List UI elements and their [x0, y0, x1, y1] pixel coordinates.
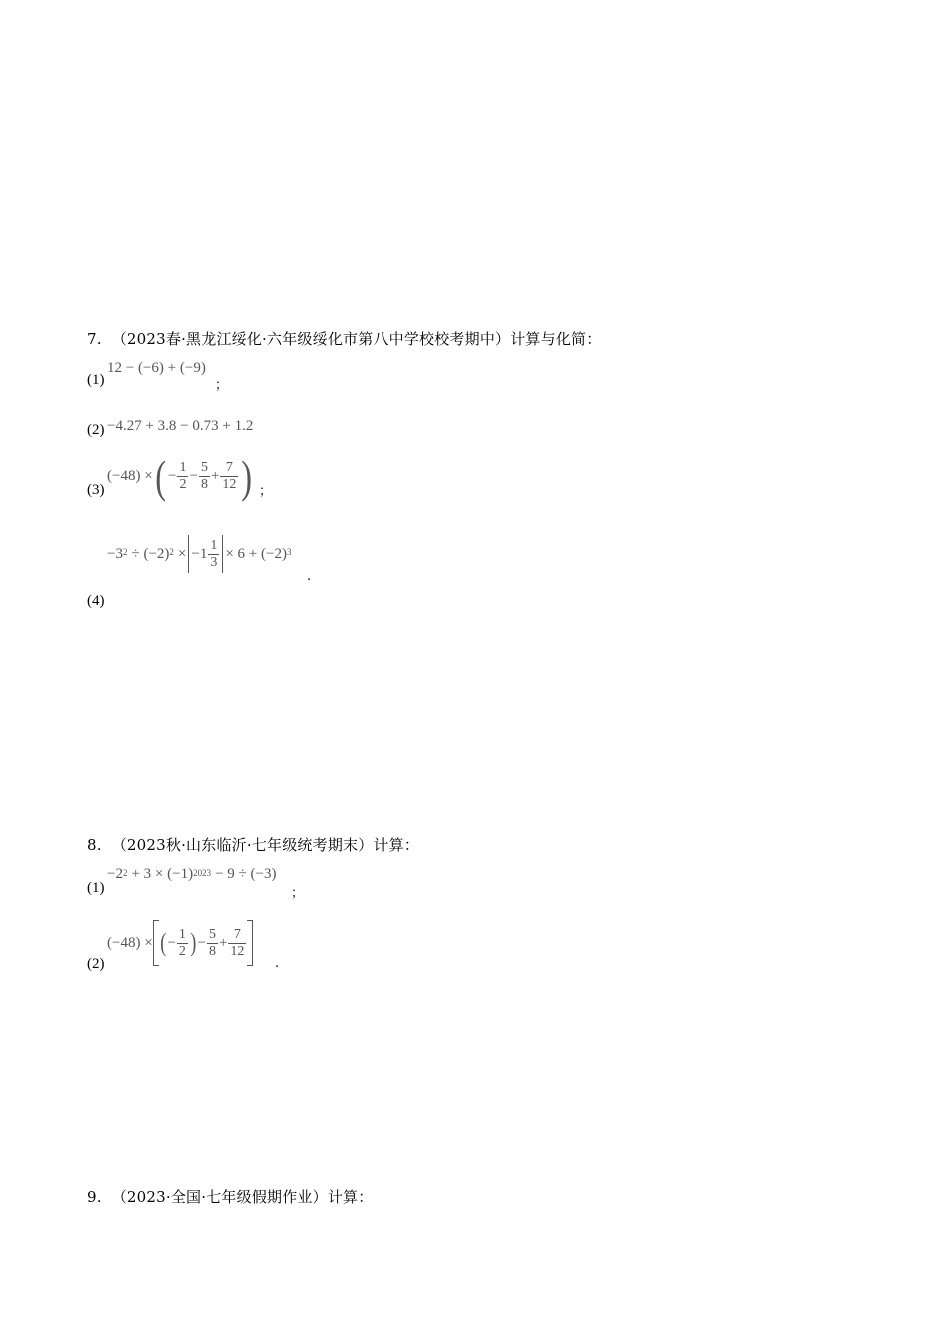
fraction: $\frac{5}{8}$	[200, 460, 208, 492]
q8-item-2	[87, 920, 387, 975]
fraction: $\frac{7}{12}$	[222, 460, 237, 492]
question-7-header	[87, 328, 601, 349]
item-label: (3)	[87, 482, 105, 498]
punctuation: ；	[259, 484, 273, 499]
question-source: （2023春·黑龙江绥化·六年级绥化市第八中学校校考期中）计算与化简：	[111, 330, 602, 348]
math-expression: −3 $^2$ ÷ (−2) $^2$ × −1 $\frac{1}{3}$ × 6 + (−2) $^3$	[107, 535, 291, 573]
fraction: $\frac{1}{2}$	[179, 460, 187, 492]
item-label: (1)	[87, 880, 105, 896]
question-source: （2023秋·山东临沂·七年级统考期末）计算：	[111, 836, 420, 854]
q7-item-1	[87, 360, 387, 393]
punctuation: ；	[215, 378, 229, 393]
punctuation: ；	[291, 886, 305, 901]
q8-item-1	[87, 866, 387, 901]
q7-item-3	[87, 450, 387, 500]
math-expression: 12 − (−6) + (−9)	[107, 360, 206, 376]
question-9-header	[87, 1186, 373, 1207]
q7-item-2	[87, 418, 387, 442]
math-expression: (−48) × ( − $\frac{1}{2}$ ) − $\frac{5}{8}$ + $\frac{7}{12}$	[107, 920, 253, 966]
math-expression: −2 $^2$ + 3 × (−1) $^{2023}$ − 9 ÷ (−3)	[107, 866, 277, 882]
fraction: $\frac{1}{2}$	[178, 926, 186, 959]
item-label: (2)	[87, 956, 105, 972]
fraction: $\frac{1}{3}$	[210, 537, 218, 570]
item-label: (1)	[87, 372, 105, 388]
question-8-header	[87, 834, 419, 855]
item-label: (2)	[87, 422, 105, 438]
item-label: (4)	[87, 593, 105, 609]
question-number: 9.	[87, 1188, 102, 1206]
math-expression: (−48) × ( − $\frac{1}{2}$ − $\frac{5}{8}$ + $\frac{7}{12}$ )	[107, 451, 253, 502]
fraction: $\frac{5}{8}$	[208, 926, 216, 959]
question-source: （2023·全国·七年级假期作业）计算：	[111, 1188, 374, 1206]
punctuation: .	[275, 956, 280, 971]
question-number: 7.	[87, 330, 102, 348]
math-expression: −4.27 + 3.8 − 0.73 + 1.2	[107, 418, 254, 434]
q7-item-4	[87, 535, 387, 609]
fraction: $\frac{7}{12}$	[230, 926, 245, 959]
question-number: 8.	[87, 836, 102, 854]
punctuation: .	[307, 569, 312, 584]
